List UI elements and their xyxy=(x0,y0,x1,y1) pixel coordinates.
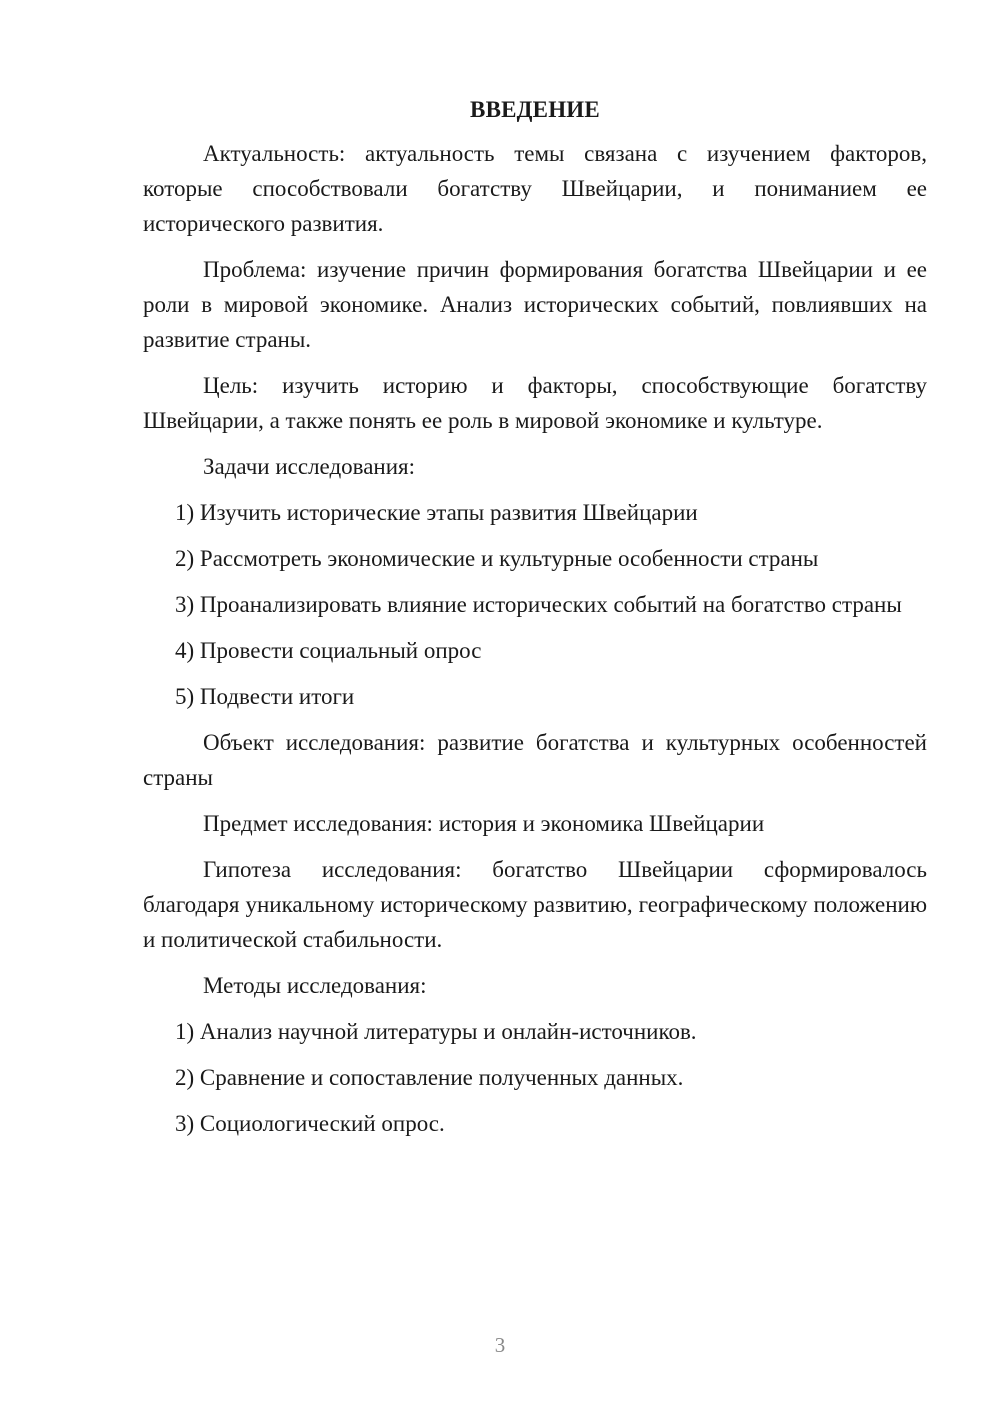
task-item-3: 3) Проанализировать влияние исторических событий на богатство страны xyxy=(175,592,902,617)
method-item-1: 1) Анализ научной литературы и онлайн-источников. xyxy=(175,1019,697,1044)
tasks-heading: Задачи исследования: xyxy=(203,454,416,479)
document-title: ВВЕДЕНИЕ xyxy=(470,97,600,122)
hypothesis-paragraph: Гипотеза исследования: богатство Швейцарии сформировалось благодаря уникальному историческому развитию, географическому положению и политической стабильности. xyxy=(143,857,927,952)
relevance-paragraph: Актуальность: актуальность темы связана с изучением факторов, которые способствовали богатству Швейцарии, и пониманием ее исторического развития. xyxy=(143,141,927,236)
object-paragraph: Объект исследования: развитие богатства и культурных особенностей страны xyxy=(143,730,927,790)
page-number: 3 xyxy=(494,1333,506,1357)
problem-paragraph: Проблема: изучение причин формирования богатства Швейцарии и ее роли в мировой экономике. Анализ исторических событий, повлиявших на развитие страны. xyxy=(143,257,927,352)
task-item-5: 5) Подвести итоги xyxy=(175,684,355,709)
methods-heading: Методы исследования: xyxy=(203,973,427,998)
task-item-1: 1) Изучить исторические этапы развития Швейцарии xyxy=(175,500,698,525)
goal-paragraph: Цель: изучить историю и факторы, способствующие богатству Швейцарии, а также понять ее роль в мировой экономике и культуре. xyxy=(143,373,927,433)
task-item-2: 2) Рассмотреть экономические и культурные особенности страны xyxy=(175,546,819,571)
method-item-3: 3) Социологический опрос. xyxy=(175,1111,445,1136)
document-body xyxy=(143,92,927,1152)
method-item-2: 2) Сравнение и сопоставление полученных данных. xyxy=(175,1065,684,1090)
subject-paragraph: Предмет исследования: история и экономика Швейцарии xyxy=(203,811,765,836)
task-item-4: 4) Провести социальный опрос xyxy=(175,638,482,663)
